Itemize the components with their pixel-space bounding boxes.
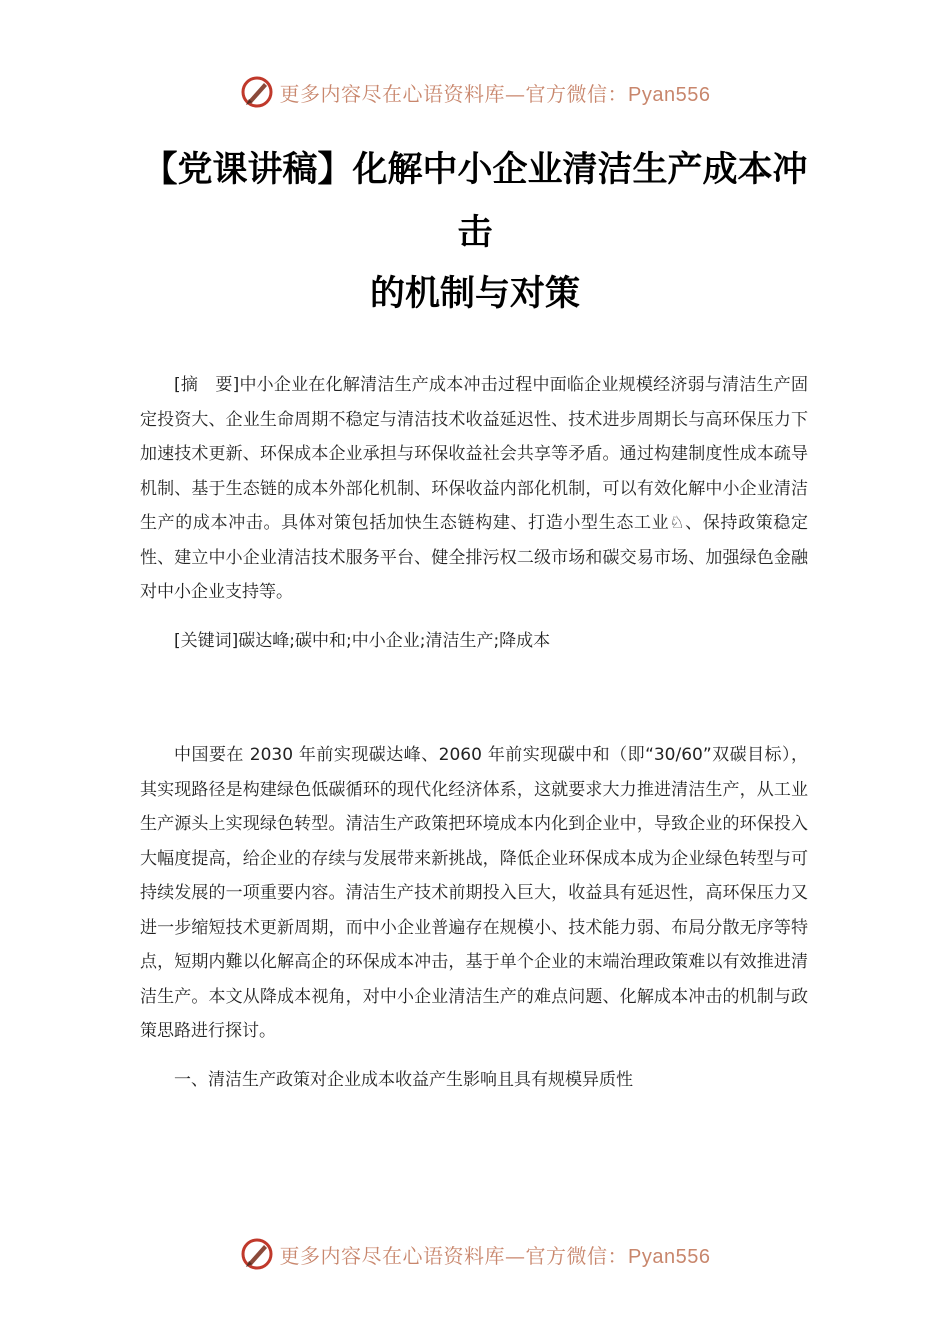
pen-logo-icon [240, 75, 274, 109]
document-title-line-3: 的机制与对策 [369, 274, 580, 314]
watermark-main: 更多内容尽在心语资料库—官方微信： [279, 1243, 629, 1268]
pen-logo-icon [240, 1237, 274, 1271]
section-heading-1: 一、清洁生产政策对企业成本收益产生影响且具有规模异质性 [174, 1069, 633, 1090]
watermark-main: 更多内容尽在心语资料库—官方微信： [279, 81, 629, 106]
watermark-brand: Pyan556 [628, 83, 711, 106]
keywords-paragraph: [关键词]碳达峰;碳中和;中小企业;清洁生产;降成本 [174, 630, 551, 651]
document-body [140, 368, 808, 1097]
header-watermark [0, 72, 950, 112]
abstract-paragraph: [摘 要]中小企业在化解清洁生产成本冲击过程中面临企业规模经济弱与清洁生产固定投资大、企业生命周期不稳定与清洁技术收益延迟性、技术进步周期长与高环保压力下加速技术更新、环保成本企业承担与环保收益社会共享等矛盾。通过构建制度性成本疏导机制、基于生态链的成本外部化机制、环保收益内部化机制，可以有效化解中小企业清洁生产的成本冲击。具体对策包括加快生态链构建、打造小型生态工业♘、保持政策稳定性、建立中小企业清洁技术服务平台、健全排污权二级市场和碳交易市场、加强绿色金融对中小企业支持等。 [140, 375, 808, 602]
document-title-line-2: 击 [457, 213, 493, 253]
watermark-brand: Pyan556 [628, 1245, 711, 1268]
footer-watermark [0, 1234, 950, 1274]
intro-paragraph: 中国要在 2030 年前实现碳达峰、2060 年前实现碳中和（即“30/60”双碳目标），其实现路径是构建绿色低碳循环的现代化经济体系，这就要求大力推进清洁生产，从工业生产源头上实现绿色转型。清洁生产政策把环境成本内化到企业中，导致企业的环保投入大幅度提高，给企业的存续与发展带来新挑战，降低企业环保成本成为企业绿色转型与可持续发展的一项重要内容。清洁生产技术前期投入巨大，收益具有延迟性，高环保压力又进一步缩短技术更新周期，而中小企业普遍存在规模小、技术能力弱、布局分散无序等特点，短期内難以化解高企的环保成本冲击，基于单个企业的末端治理政策难以有效推进清洁生产。本文从降成本视角，对中小企业清洁生产的难点问题、化解成本冲击的机制与政策思路进行探讨。 [140, 745, 808, 1041]
watermark-text [280, 78, 711, 107]
watermark-text [280, 1240, 711, 1269]
document-title-line-1: 【党课讲稿】化解中小企业清洁生产成本冲 [142, 150, 808, 190]
